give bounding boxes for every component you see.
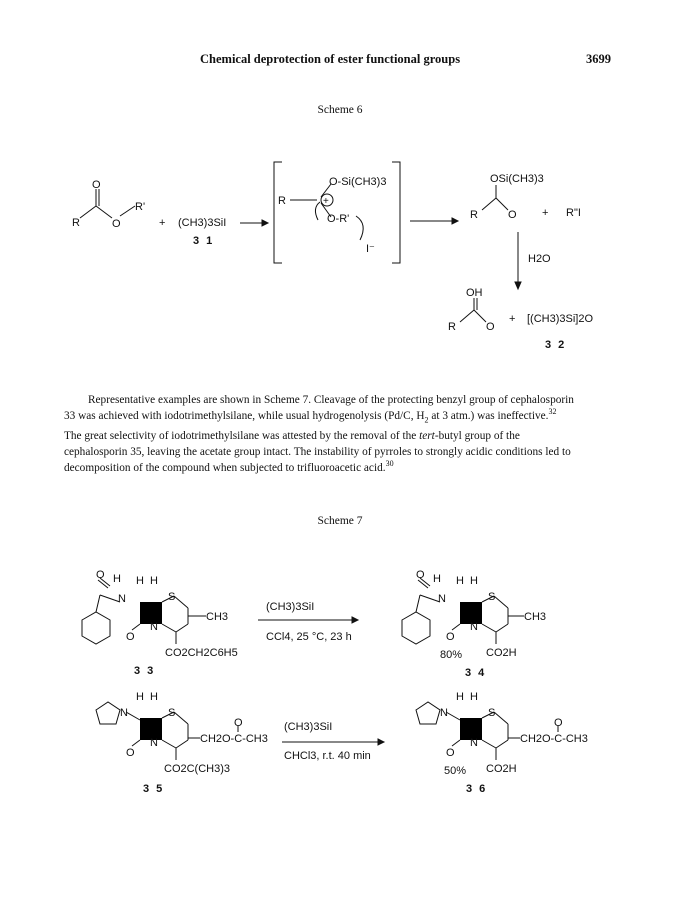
compound-33-structure (82, 569, 238, 659)
line-2-text-a: 33 was achieved with iodotrimethylsilane, while usual hydrogenolysis (Pd/C, H (64, 410, 425, 422)
ester-o: O (112, 218, 121, 230)
line-1-text: Representative examples are shown in Scheme 7. Cleavage of the protecting benzyl group of cephalosporin (88, 394, 574, 406)
paragraph-line-4 (64, 444, 620, 460)
c33-h1: H (113, 573, 121, 585)
c35-acetoxy-o: O (234, 717, 243, 729)
compound-32-label: 3 2 (545, 339, 567, 351)
disiloxane: [(CH3)3Si]2O (527, 313, 594, 325)
c35-h2: H (150, 691, 158, 703)
iodide-ion: I⁻ (366, 243, 375, 255)
c35-n-ring: N (150, 737, 158, 749)
c33-ester: CO2CH2C6H5 (165, 647, 238, 659)
c33-h3: H (150, 575, 158, 587)
c35-ester: CO2C(CH3)3 (164, 763, 231, 775)
ester-carbonyl-o: O (92, 179, 101, 191)
alkyl-iodide: R"I (566, 207, 581, 219)
compound-34-label: 3 4 (465, 667, 487, 679)
reagent-2: (CH3)3SiI (284, 721, 333, 733)
c36-pyrrole-n: N (440, 707, 448, 719)
line-2-subscript: 2 (424, 415, 429, 425)
c34-lactam-o: O (446, 631, 455, 643)
silyl-ester-r: R (470, 209, 478, 221)
conditions-1: CCl4, 25 °C, 23 h (266, 631, 352, 643)
c36-acetoxy: CH2O-C-CH3 (520, 733, 588, 745)
c34-n-ring: N (470, 621, 478, 633)
line-2-text-c: at 3 atm.) was ineffective. (428, 410, 549, 422)
compound-33-label: 3 3 (134, 665, 156, 677)
c35-h1: H (136, 691, 144, 703)
reference-30: 30 (385, 459, 394, 469)
c34-h3: H (470, 575, 478, 587)
acid-o: O (486, 321, 495, 333)
acid-r: R (448, 321, 456, 333)
acid-oh: OH (466, 287, 483, 299)
intermediate-silyl: O-Si(CH3)3 (329, 176, 387, 188)
c33-lactam-o: O (126, 631, 135, 643)
line-5-text: decomposition of the compound when subjected to trifluoroacetic acid. (64, 462, 386, 475)
compound-35-label: 3 5 (143, 783, 165, 795)
scheme-7-diagram (0, 560, 683, 820)
c35-s: S (168, 707, 176, 719)
compound-31-label: 3 1 (193, 235, 215, 247)
intermediate-o-r: O-R' (327, 213, 350, 225)
running-head-title: Chemical deprotection of ester functional groups (200, 52, 461, 66)
c33-h2: H (136, 575, 144, 587)
c34-h1: H (433, 573, 441, 585)
c36-n-ring: N (470, 737, 478, 749)
c36-h1: H (456, 691, 464, 703)
bracket-intermediate (274, 162, 400, 263)
c36-lactam-o: O (446, 747, 455, 759)
silyl-ester-structure (470, 173, 544, 221)
compound-35-structure (96, 691, 268, 775)
line-3-italic: tert (419, 430, 435, 443)
c34-carbonyl-o: O (416, 569, 425, 581)
c33-n-ring: N (150, 621, 158, 633)
compound-34-structure (402, 569, 546, 659)
intermediate-r: R (278, 195, 286, 207)
yield-1: 80% (440, 649, 463, 661)
paragraph-line-5 (64, 460, 620, 476)
c34-s: S (488, 591, 496, 603)
c36-h2: H (470, 691, 478, 703)
c33-s: S (168, 591, 176, 603)
silyl-ester-o: O (508, 209, 517, 221)
acid-structure (448, 287, 495, 333)
reagent-1: (CH3)3SiI (266, 601, 315, 613)
ester-r: R (72, 217, 80, 229)
paragraph-line-1 (64, 392, 620, 408)
compound-36-label: 3 6 (466, 783, 488, 795)
ester-r-prime: R' (135, 201, 146, 213)
page-number: 3699 (586, 52, 611, 66)
silyl-ester-osi: OSi(CH3)3 (490, 173, 544, 185)
paragraph-line-2 (64, 408, 620, 428)
plus-charge: + (323, 196, 329, 207)
c34-acid: CO2H (486, 647, 517, 659)
c36-acetoxy-o: O (554, 717, 563, 729)
compound-36-structure (416, 691, 588, 775)
c34-ch3: CH3 (524, 611, 547, 623)
c34-h2: H (456, 575, 464, 587)
c35-pyrrole-n: N (120, 707, 128, 719)
line-3-text-c: -butyl group of the (434, 430, 520, 443)
plus-sign-1: + (159, 217, 166, 229)
water-reagent: H2O (528, 253, 551, 265)
c33-n-amide: N (118, 593, 126, 605)
c36-s: S (488, 707, 496, 719)
line-4-text: cephalosporin 35, leaving the acetate group intact. The instability of pyrroles to strongly acidic conditions led to (64, 446, 571, 459)
scheme-7-title: Scheme 7 (317, 515, 363, 527)
plus-sign-2: + (542, 207, 549, 219)
scheme-6-title: Scheme 6 (317, 104, 363, 116)
c36-acid: CO2H (486, 763, 517, 775)
scheme-6-diagram (0, 140, 683, 370)
reagent-tmsi: (CH3)3SiI (178, 217, 227, 229)
yield-2: 50% (444, 765, 467, 777)
c33-ch3: CH3 (206, 611, 229, 623)
paragraph-line-3 (64, 428, 620, 444)
plus-sign-3: + (509, 313, 516, 325)
ester-structure (72, 179, 145, 230)
line-3-text-a: The great selectivity of iodotrimethylsilane was attested by the removal of the (64, 430, 420, 443)
c34-n-amide: N (438, 593, 446, 605)
c33-carbonyl-o: O (96, 569, 105, 581)
body-paragraph (64, 392, 620, 476)
c35-acetoxy: CH2O-C-CH3 (200, 733, 268, 745)
c35-lactam-o: O (126, 747, 135, 759)
reference-32: 32 (548, 407, 557, 417)
conditions-2: CHCl3, r.t. 40 min (284, 750, 371, 762)
